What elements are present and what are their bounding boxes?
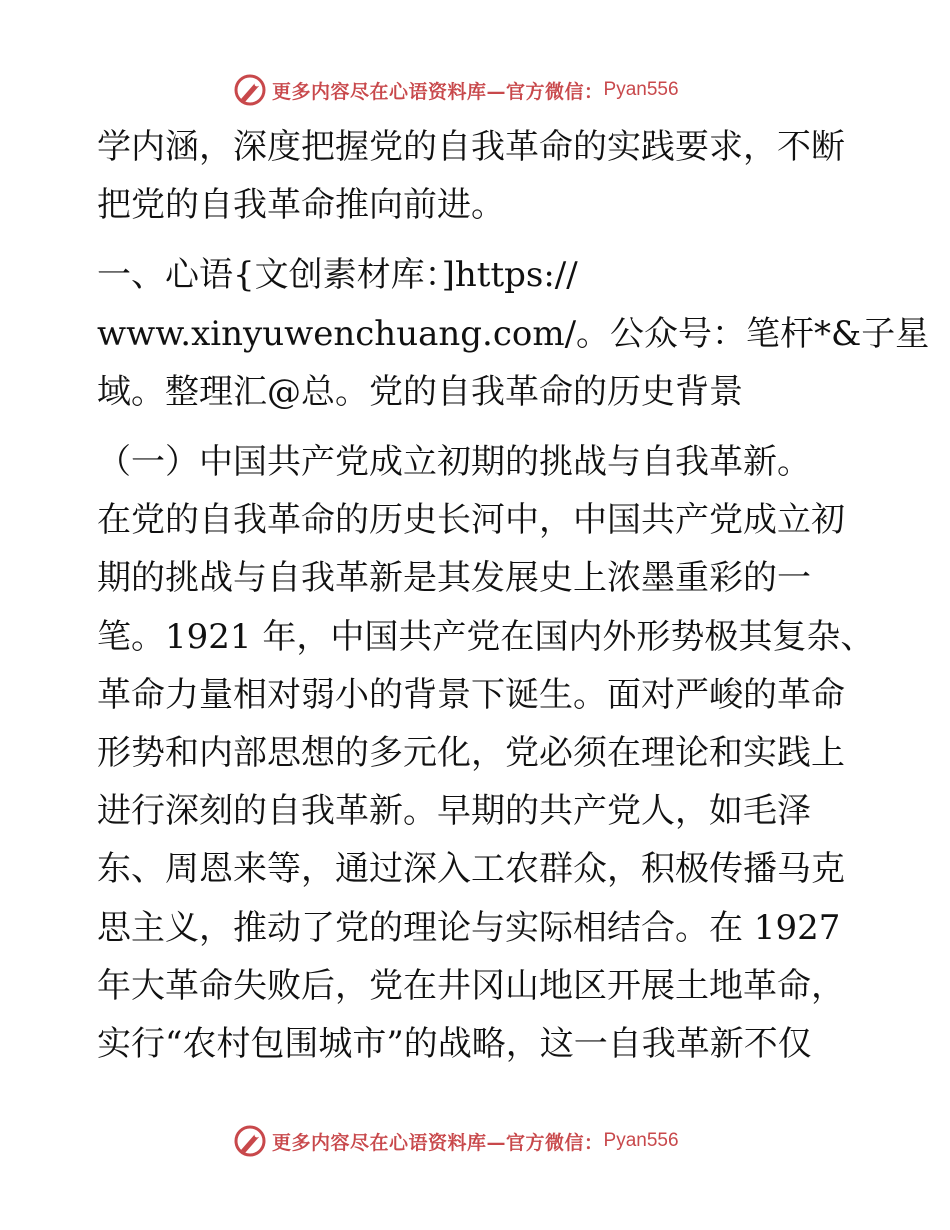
text-line: 东、周恩来等，通过深入工农群众，积极传播马克	[97, 849, 845, 890]
text-line: 把党的自我革命推向前进。	[97, 185, 505, 226]
pen-logo-icon	[232, 1123, 268, 1159]
header-watermark-banner	[0, 70, 950, 110]
text-line: 实行“农村包围城市”的战略，这一自我革新不仅	[97, 1024, 812, 1065]
text-line: 一、心语{文创素材库：]https://	[97, 255, 578, 296]
watermark-handle: Pyan556	[603, 1130, 679, 1151]
watermark-handle: Pyan556	[603, 79, 679, 100]
text-line: 笔。1921 年，中国共产党在国内外形势极其复杂、	[97, 616, 875, 657]
text-line: 进行深刻的自我革新。早期的共产党人，如毛泽	[97, 791, 811, 832]
paragraph-continuation	[97, 118, 857, 234]
text-line: （一）中国共产党成立初期的挑战与自我革新。	[97, 442, 811, 483]
section-heading	[97, 246, 930, 421]
pen-logo-icon	[232, 72, 268, 108]
text-line: 学内涵，深度把握党的自我革命的实践要求，不断	[97, 127, 845, 167]
text-line: 域。整理汇@总。党的自我革命的历史背景	[97, 371, 743, 412]
watermark-text: 更多内容尽在心语资料库—官方微信：	[272, 80, 604, 103]
subsection-paragraph	[97, 433, 875, 1073]
text-line: 年大革命失败后，党在井冈山地区开展土地革命，	[97, 965, 845, 1006]
text-line: 思主义，推动了党的理论与实际相结合。在 1927	[97, 907, 841, 948]
text-line: www.xinyuwenchuang.com/。公众号：笔杆*&子星	[97, 313, 930, 354]
text-line: 在党的自我革命的历史长河中，中国共产党成立初	[97, 500, 845, 541]
text-line: 形势和内部思想的多元化，党必须在理论和实践上	[97, 733, 845, 774]
document-body	[97, 118, 930, 1073]
footer-watermark-banner	[0, 1121, 950, 1161]
watermark-text: 更多内容尽在心语资料库—官方微信：	[272, 1131, 604, 1154]
text-line: 期的挑战与自我革新是其发展史上浓墨重彩的一	[97, 558, 811, 599]
text-line: 革命力量相对弱小的背景下诞生。面对严峻的革命	[97, 674, 845, 715]
